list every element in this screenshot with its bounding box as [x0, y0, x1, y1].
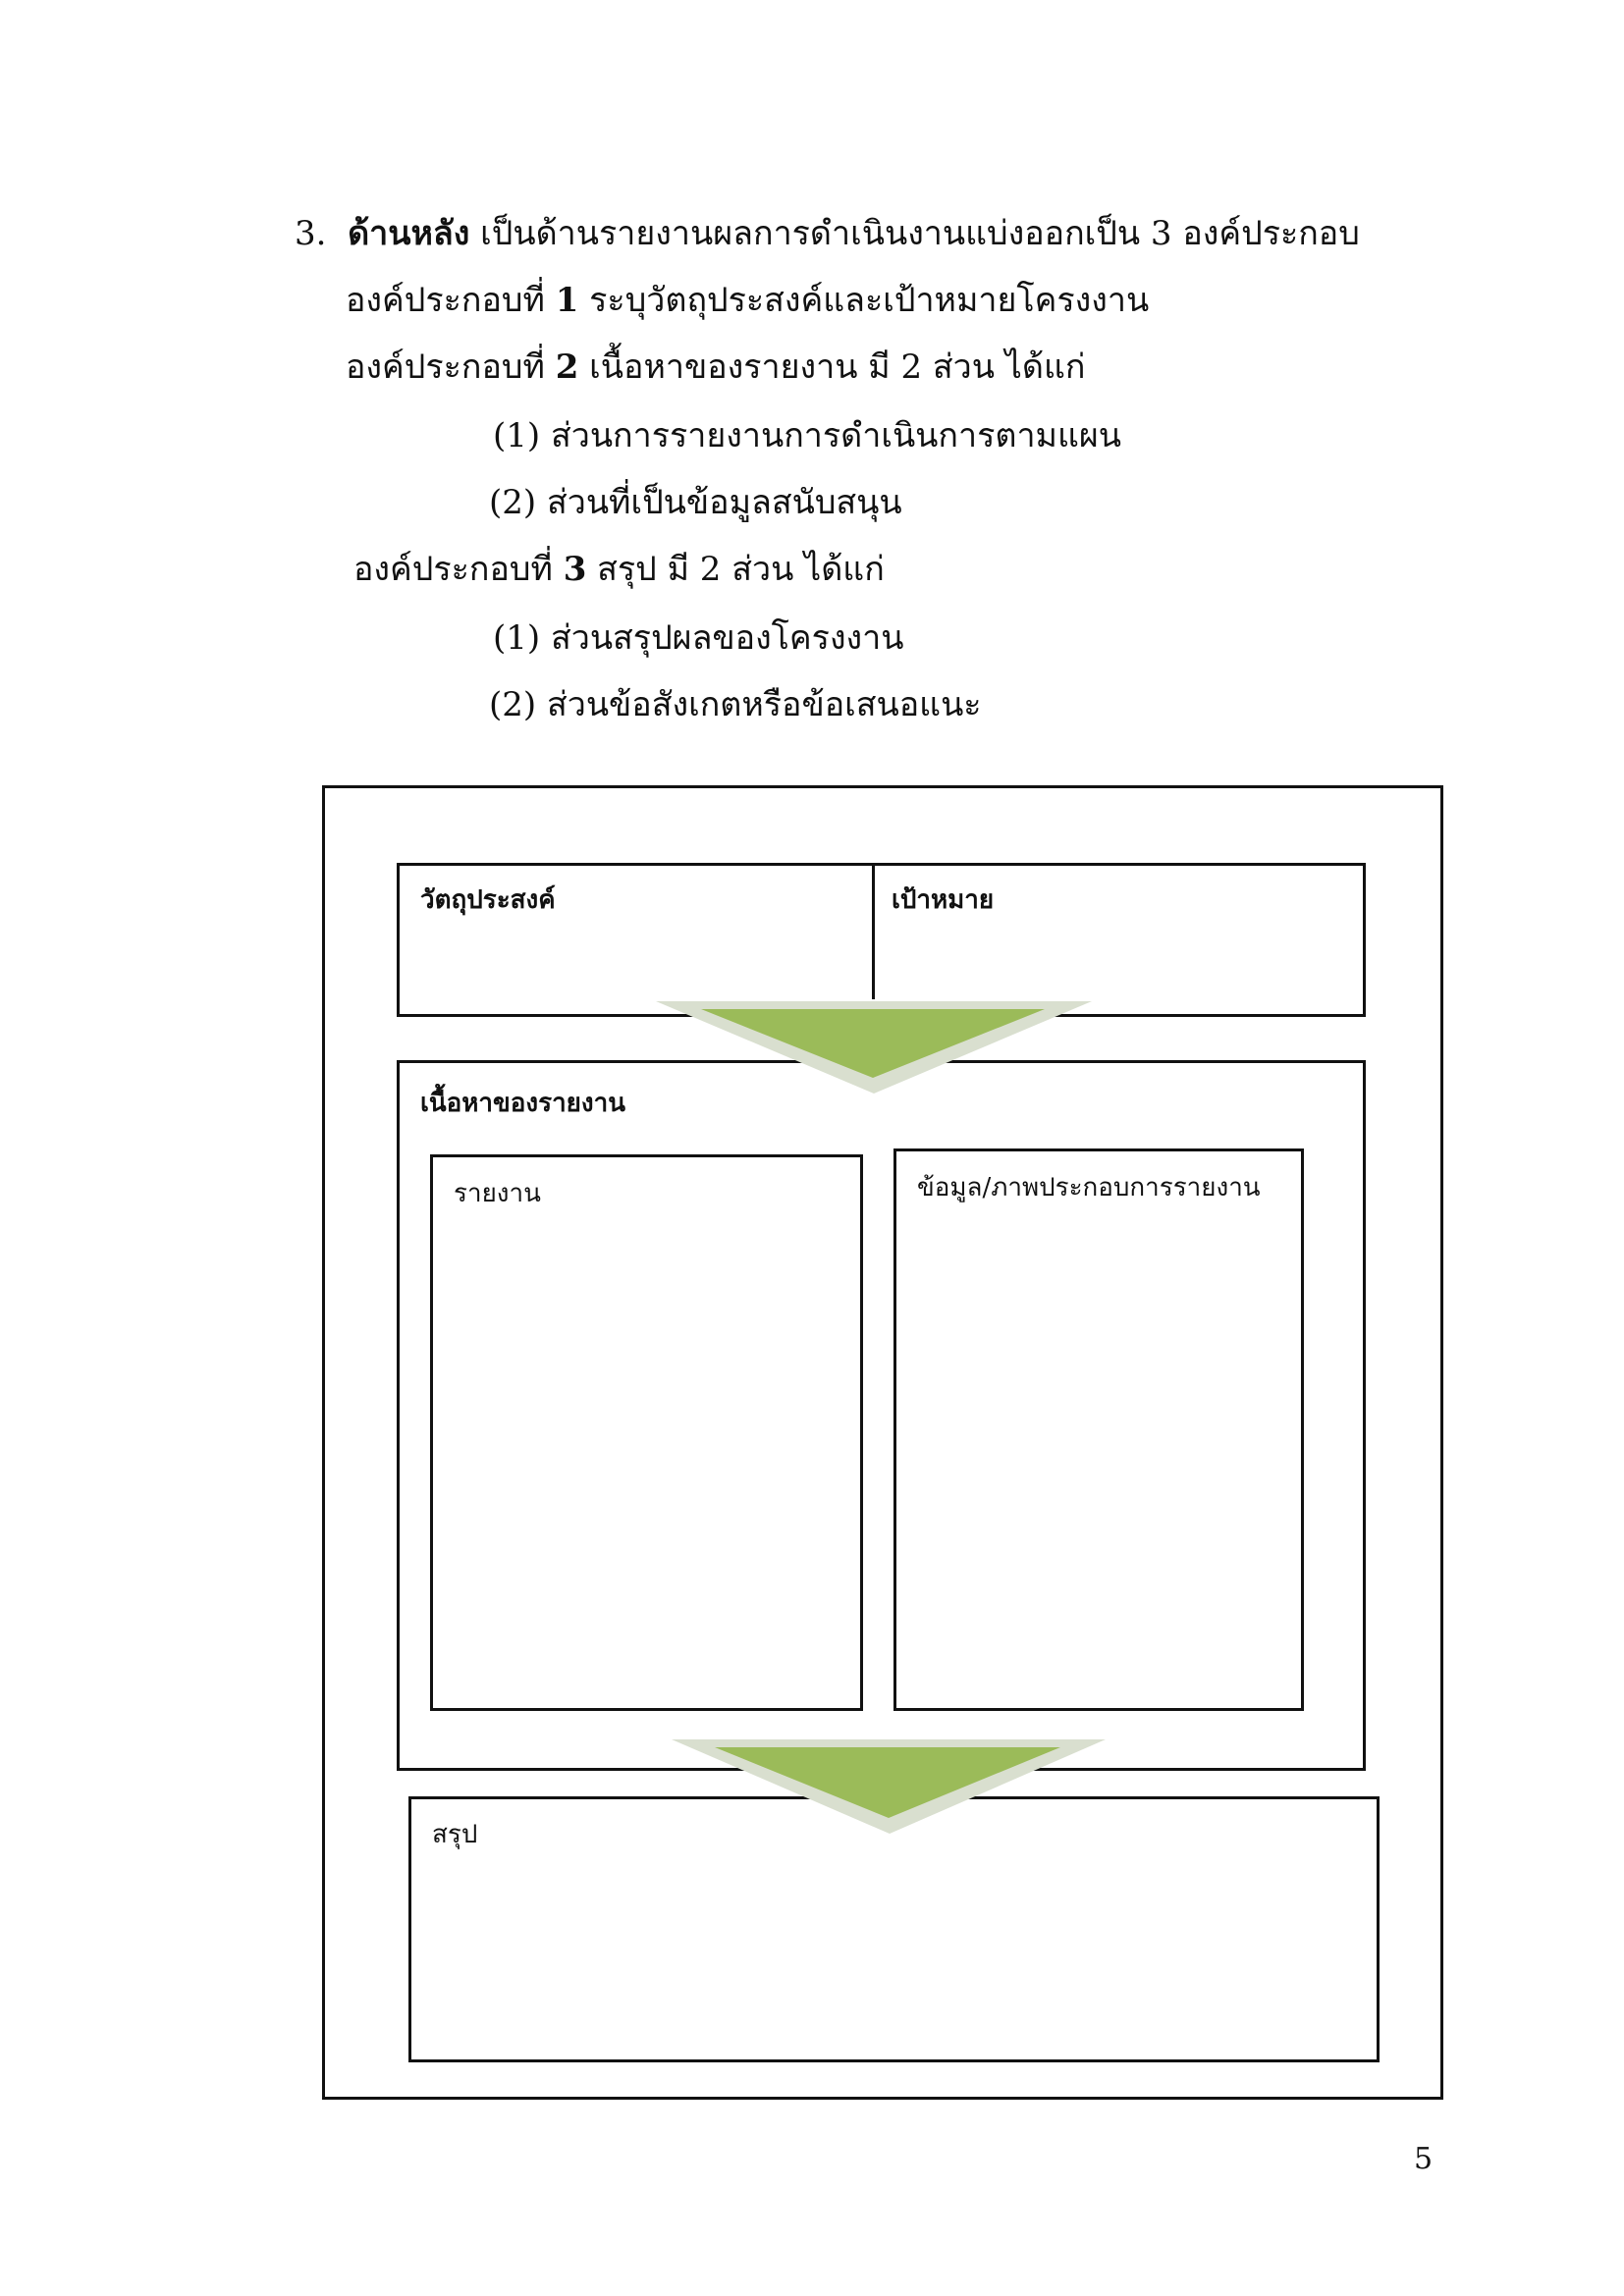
goal-label: เป้าหมาย	[892, 885, 995, 915]
component-3-item-2: (2) ส่วนข้อสังเกตหรือข้อเสนอแนะ	[489, 685, 982, 724]
summary-label: สรุป	[432, 1820, 478, 1849]
component-3-item-1: (1) ส่วนสรุปผลของโครงงาน	[493, 618, 904, 658]
component-number: 2	[555, 347, 579, 387]
arrow-1-fill	[701, 1009, 1045, 1078]
section-title: ด้านหลัง	[348, 214, 470, 253]
component-number: 3	[563, 550, 587, 589]
section-intro: เป็นด้านรายงานผลการดำเนินงานแบ่งออกเป็น 3 องค์ประกอบ	[480, 214, 1360, 253]
page-number: 5	[1414, 2142, 1434, 2176]
component-number: 1	[555, 281, 579, 320]
component-text: สรุป มี 2 ส่วน ได้แก่	[597, 550, 885, 589]
component-text: ระบุวัตถุประสงค์และเป้าหมายโครงงาน	[589, 281, 1150, 320]
component-prefix: องค์ประกอบที่	[353, 550, 553, 589]
component-prefix: องค์ประกอบที่	[346, 281, 545, 320]
objective-label: วัตถุประสงค์	[420, 885, 556, 915]
section-number: 3.	[295, 214, 327, 253]
component-2-item-1: (1) ส่วนการรายงานการดำเนินการตามแผน	[493, 416, 1122, 455]
component-2-item-2: (2) ส่วนที่เป็นข้อมูลสนับสนุน	[489, 483, 902, 522]
component-prefix: องค์ประกอบที่	[346, 347, 545, 387]
report-label: รายงาน	[454, 1179, 541, 1208]
component-text: เนื้อหาของรายงาน มี 2 ส่วน ได้แก่	[589, 347, 1086, 387]
content-label: เนื้อหาของรายงาน	[420, 1089, 625, 1118]
supporting-info-label: ข้อมูล/ภาพประกอบการรายงาน	[917, 1173, 1261, 1202]
arrow-2-fill	[715, 1747, 1060, 1818]
